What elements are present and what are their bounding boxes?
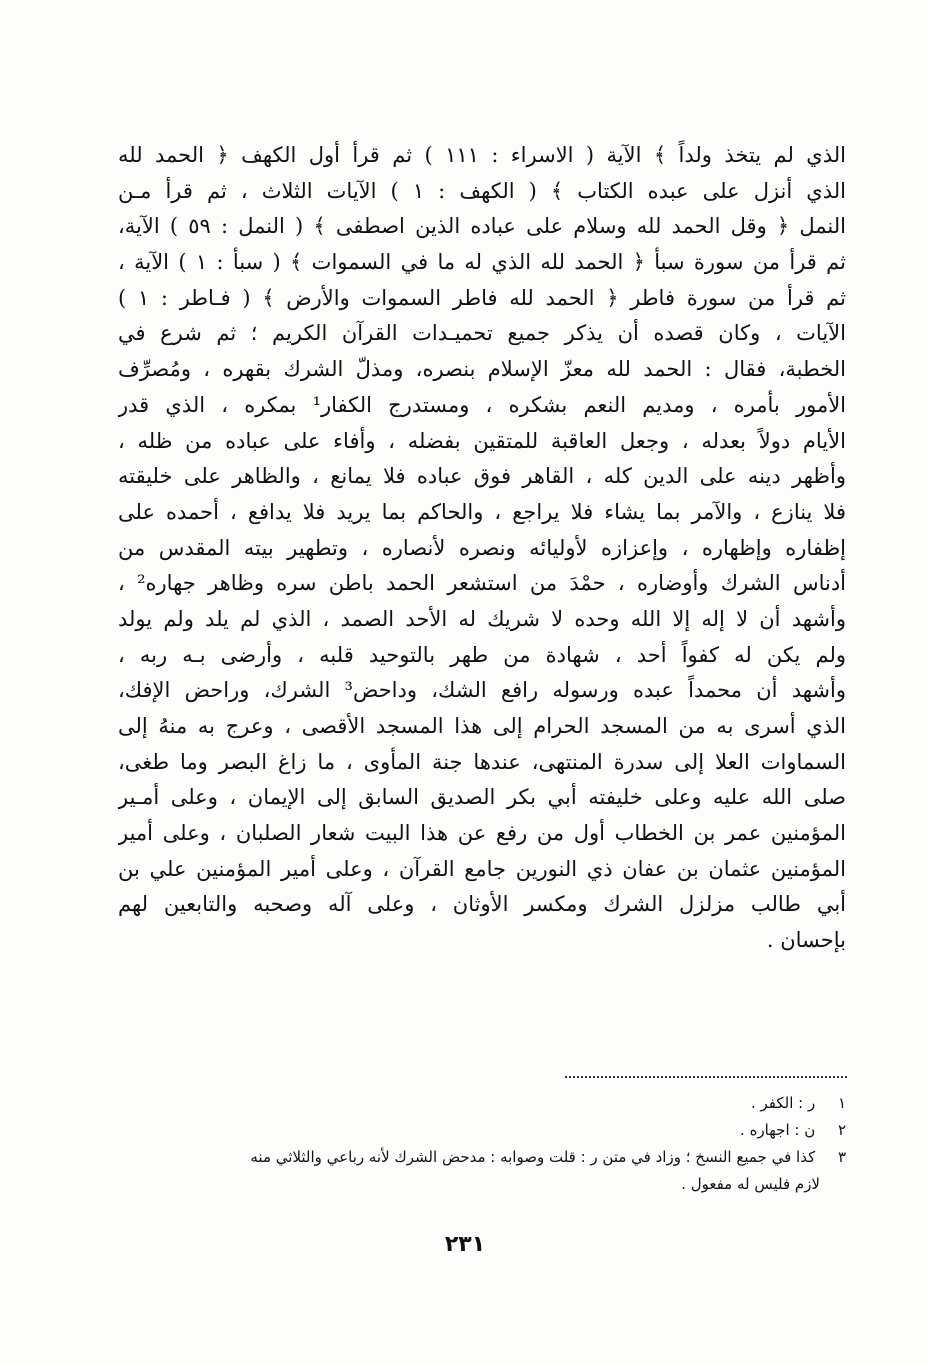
footnotes xyxy=(118,1090,846,1198)
footnote-text: كذا في جميع النسخ ؛ وزاد في متن ر : قلت وصوابه : مدحض الشرك لأنه رباعي والثلاثي منه xyxy=(250,1148,816,1166)
text-line: الأيام دولاً بعدله ، وجعل العاقبة للمتقين بفضله ، وأفاء على عباده من ظله ، xyxy=(118,428,846,453)
page-number: ٢٣١ xyxy=(444,1232,486,1257)
footnote-number: ١ xyxy=(837,1094,846,1112)
text-line: أبي طالب مزلزل الشرك ومكسر الأوثان ، وعلى آله وصحبه والتابعين لهم xyxy=(118,892,846,917)
text-line: الخطبة، فقال : الحمد لله معزّ الإسلام بنصره، ومذلّ الشرك بقهره ، ومُصرِّف xyxy=(118,357,846,382)
footnote-text: ن : اجهاره . xyxy=(740,1121,816,1139)
text-line: ثم قرأ من سورة سبأ ﴿ الحمد لله الذي له ما في السموات ﴾ ( سبأ : ١ ) الآية ، xyxy=(118,250,846,275)
footnote-text: ر : الكفر . xyxy=(750,1094,816,1112)
text-line: الذي أنزل على عبده الكتاب ﴾ ( الكهف : ١ ) الآيات الثلاث ، ثم قرأ مـن xyxy=(118,178,846,203)
footnote-number: ٢ xyxy=(837,1121,846,1139)
text-line: ولم يكن له كفواً أحد ، شهادة من طهر بالتوحيد قلبه ، وأرضى بـه ربه ، xyxy=(118,642,846,667)
text-line: الذي أسرى به من المسجد الحرام إلى هذا المسجد الأقصى ، وعرج به منهُ إلى xyxy=(118,714,846,738)
text-line: المؤمنين عثمان بن عفان ذي النورين جامع القرآن ، وعلى أمير المؤمنين علي بن xyxy=(118,856,846,881)
text-line: المؤمنين عمر بن الخطاب أول من رفع عن هذا البيت شعار الصلبان ، وعلى أمير xyxy=(118,821,846,846)
text-line: ثم قرأ من سورة فاطر ﴿ الحمد لله فاطر السموات والأرض ﴾ ( فـاطر : ١ ) xyxy=(118,285,846,310)
text-line: وأظهر دينه على الدين كله ، القاهر فوق عباده فلا يمانع ، والظاهر على خليقته xyxy=(118,464,846,489)
text-line: الآيات ، وكان قصده أن يذكر جميع تحميـدات القرآن الكريم ؛ ثم شرع في xyxy=(118,321,846,346)
text-line: أدناس الشرك وأوضاره ، حمْدَ من استشعر الحمد باطن سره وظاهر جهاره² ، xyxy=(118,571,846,596)
footnote xyxy=(118,1144,846,1171)
text-line: صلى الله عليه وعلى خليفته أبي بكر الصديق السابق إلى الإيمان ، وعلى أمـير xyxy=(118,785,846,810)
text-line: وأشهد أن محمداً عبده ورسوله رافع الشك، وداحض³ الشرك، وراحض الإفك، xyxy=(118,678,846,703)
footnote-separator xyxy=(565,1076,847,1078)
text-line: السماوات العلا إلى سدرة المنتهى، عندها جنة المأوى ، ما زاغ البصر وما طغى، xyxy=(118,749,846,774)
footnote-continuation: لازم فليس له مفعول . xyxy=(681,1175,820,1193)
text-line: فلا ينازع ، والآمر بما يشاء فلا يراجع ، والحاكم بما يريد فلا يدافع ، أحمده على xyxy=(118,499,846,524)
text-line: بإحسان . xyxy=(766,928,846,953)
main-text xyxy=(118,138,846,959)
text-line: النمل ﴿ وقل الحمد لله وسلام على عباده الذين اصطفى ﴾ ( النمل : ٥٩ ) الآية، xyxy=(118,214,846,239)
footnote xyxy=(118,1117,846,1144)
footnote xyxy=(118,1090,846,1117)
footnote-number: ٣ xyxy=(837,1148,846,1166)
text-line: وأشهد أن لا إله إلا الله وحده لا شريك له الأحد الصمد ، الذي لم يلد ولم يولد xyxy=(118,606,846,631)
text-line: الأمور بأمره ، ومديم النعم بشكره ، ومستدرج الكفار¹ بمكره ، الذي قدر xyxy=(118,392,846,417)
text-line: الذي لم يتخذ ولداً ﴾ الآية ( الاسراء : ١١١ ) ثم قرأ أول الكهف ﴿ الحمد لله xyxy=(118,143,846,167)
text-line: إظفاره وإظهاره ، وإعزازه لأوليائه ونصره لأنصاره ، وتطهير بيته المقدس من xyxy=(118,535,846,560)
